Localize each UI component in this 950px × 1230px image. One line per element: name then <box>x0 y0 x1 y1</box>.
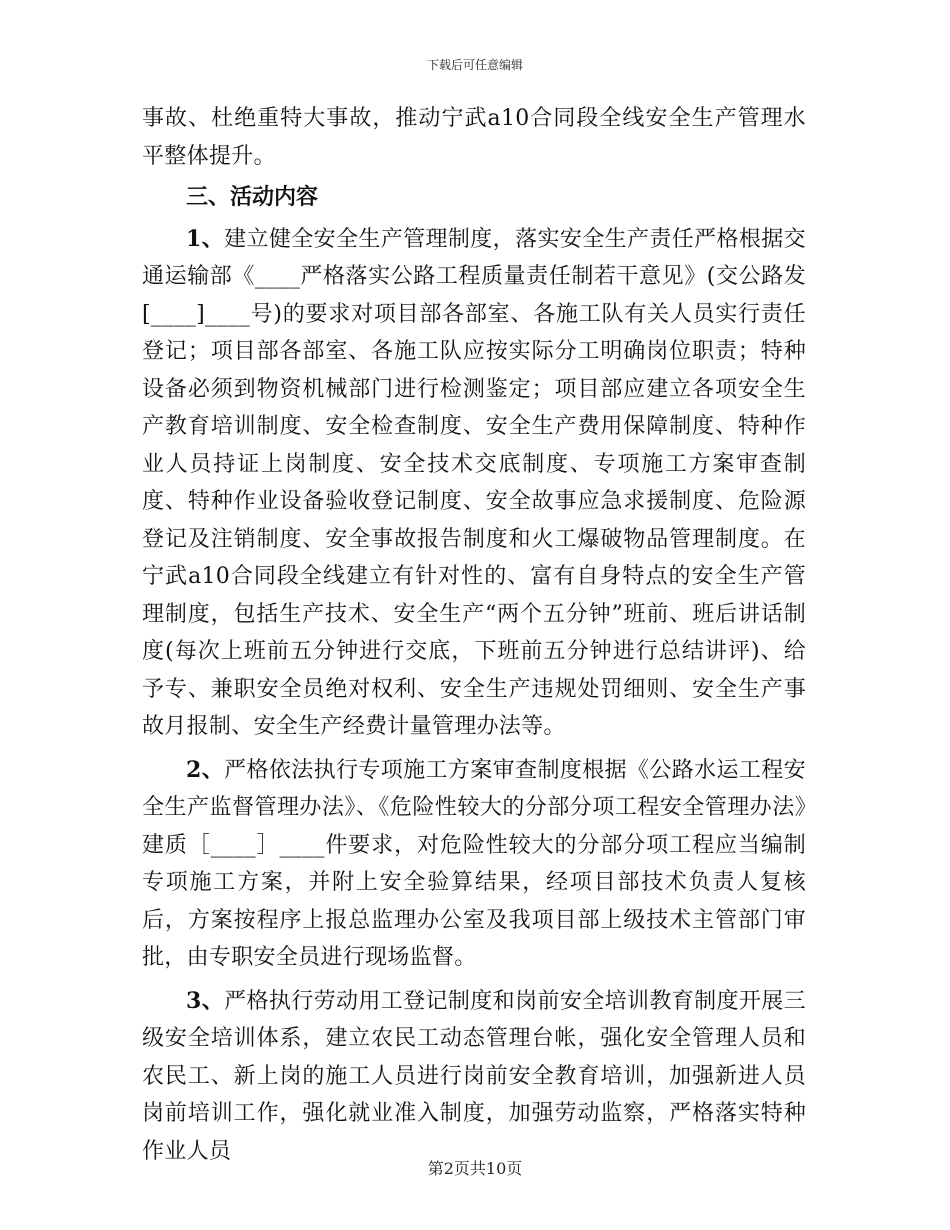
page-header: 下载后可任意编辑 <box>426 58 523 72</box>
page-footer: 第2页共10页 <box>427 1159 523 1178</box>
item-text-2: 严格依法执行专项施工方案审查制度根据《公路水运工程安全生产监督管理办法》、《危险性较大的分部分项工程安全管理办法》建质［____］____件要求，对危险性较大的分部分项工程应当编制专项施工方案，并附上安全验算结果，经项目部技术负责人复核后，方案按程序上报总监理办公室及我项目部上级技术主管部门审批，由专职安全员进行现场监督。 <box>142 757 806 970</box>
item-number-2: 2、 <box>186 756 225 783</box>
item-number-3: 3、 <box>186 987 225 1014</box>
item-text-3: 严格执行劳动用工登记制度和岗前安全培训教育制度开展三级安全培训体系，建立农民工动态管理台帐，强化安全管理人员和农民工、新上岗的施工人员进行岗前安全教育培训，加强新进人员岗前培训工作，强化就业准入制度，加强劳动监察，严格落实特种作业人员 <box>142 988 806 1164</box>
intro-continuation: 事故、杜绝重特大事故，推动宁武a10合同段全线安全生产管理水平整体提升。 <box>142 106 806 169</box>
item-paragraph-3 <box>142 983 806 1171</box>
item-text-1: 建立健全安全生产管理制度，落实安全生产责任严格根据交通运输部《____严格落实公路工程质量责任制若干意见》(交公路发[____]____号)的要求对项目部各部室、各施工队有关人员实行责任登记；项目部各部室、各施工队应按实际分工明确岗位职责；特种设备必须到物资机械部门进行检测鉴定；项目部应建立各项安全生产教育培训制度、安全检查制度、安全生产费用保障制度、特种作业人员持证上岗制度、安全技术交底制度、专项施工方案审查制度、特种作业设备验收登记制度、安全故事应急求援制度、危险源登记及注销制度、安全事故报告制度和火工爆破物品管理制度。在宁武a10合同段全线建立有针对性的、富有自身特点的安全生产管理制度，包括生产技术、安全生产“两个五分钟”班前、班后讲话制度(每次上班前五分钟进行交底，下班前五分钟进行总结讲评)、给予专、兼职安全员绝对权利、安全生产违规处罚细则、安全生产事故月报制、安全生产经费计量管理办法等。 <box>142 226 806 739</box>
document-body <box>142 100 806 1170</box>
item-paragraph-2 <box>142 752 806 977</box>
item-paragraph-1 <box>142 221 806 746</box>
section-heading: 三、活动内容 <box>186 184 319 210</box>
item-number-1: 1、 <box>186 225 225 252</box>
